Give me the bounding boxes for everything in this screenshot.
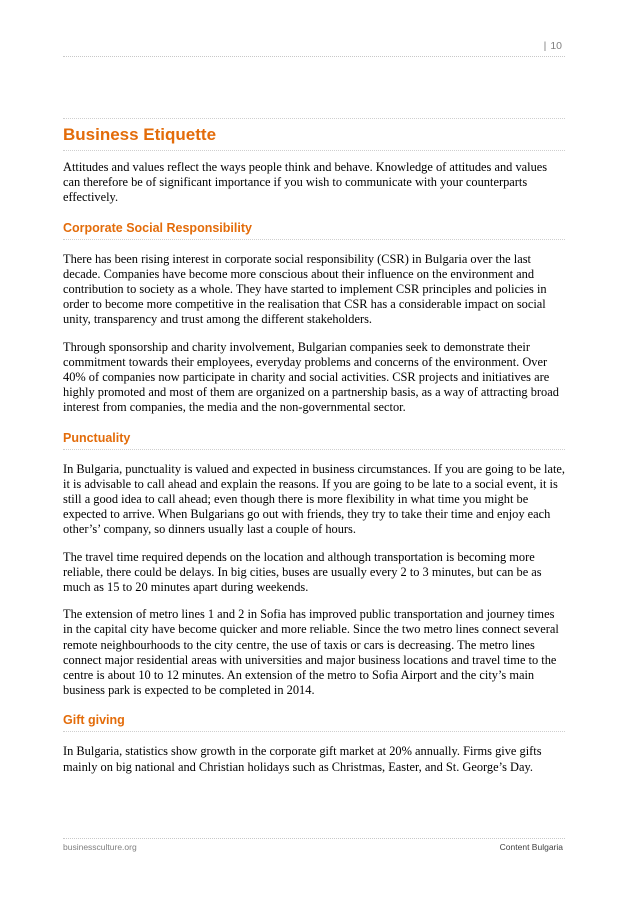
page-number-value: 10 <box>550 40 562 52</box>
header-divider <box>63 56 565 57</box>
gift-giving-paragraph-1: In Bulgaria, statistics show growth in the corporate gift market at 20% annually. Firms give gifts mainly on big national and Christian holidays such as Christmas, Easter, and St. George’s Day. <box>63 744 542 774</box>
footer-divider <box>63 838 565 839</box>
page-title: Business Etiquette <box>63 118 565 151</box>
punctuality-paragraph-3: The extension of metro lines 1 and 2 in Sofia has improved public transportation and journey times in the capital city have become quicker and more reliable. Since the two metro lines connect several remote neighbourhoods to the city centre, the use of taxis or cars is decreasing. The metro lines connect major residential areas with universities and major business locations and travel time to the centre is about 10 to 12 minutes. An extension of the metro to Sofia Airport and the city’s main business park is expected to be completed in 2014. <box>63 607 559 698</box>
page-number <box>544 39 562 53</box>
csr-paragraph-2: Through sponsorship and charity involvement, Bulgarian companies seek to demonstrate their commitment towards their employees, everyday problems and concerns of the environment. Over 40% of companies now participate in charity and social activities. CSR projects and initiatives are highly promoted and most of them are organized on a partnership basis, as a way of attracting broad interest from companies, the media and the non-governmental sector. <box>63 339 559 415</box>
punctuality-paragraph-1: In Bulgaria, punctuality is valued and expected in business circumstances. If you are going to be late, it is advisable to call ahead and explain the reasons. If you are going to be late to a social event, it is still a good idea to call ahead; even though there is more flexibility in what time you might be expected to arrive. When Bulgarians go out with friends, they try to take their time and enjoy each other’s’ company, so dinners usually last a couple of hours. <box>63 461 566 537</box>
intro-paragraph: Attitudes and values reflect the ways people think and behave. Knowledge of attitudes and values can therefore be of significant importance if you wish to communicate with your counterparts effectively. <box>63 160 548 205</box>
csr-paragraph-1: There has been rising interest in corporate social responsibility (CSR) in Bulgaria over the last decade. Companies have become more conscious about their influence on the environment and contribution to society as a whole. They have started to implement CSR principles and policies in order to become more competitive in the realisation that CSR has a considerable impact on social unity, transparency and trust among the different stakeholders. <box>63 251 547 327</box>
footer-section-label: Content Bulgaria <box>499 842 563 852</box>
section-heading-punctuality: Punctuality <box>63 430 565 450</box>
punctuality-paragraph-2: The travel time required depends on the location and although transportation is becoming more reliable, there could be delays. In big cities, buses are usually every 2 to 3 minutes, but can be as much as 15 to 20 minutes apart during weekends. <box>63 549 542 595</box>
page-content <box>63 118 565 775</box>
section-heading-gift-giving: Gift giving <box>63 712 565 732</box>
footer-website: businessculture.org <box>63 842 137 852</box>
section-heading-csr: Corporate Social Responsibility <box>63 220 565 240</box>
page-number-separator: | <box>543 40 547 52</box>
